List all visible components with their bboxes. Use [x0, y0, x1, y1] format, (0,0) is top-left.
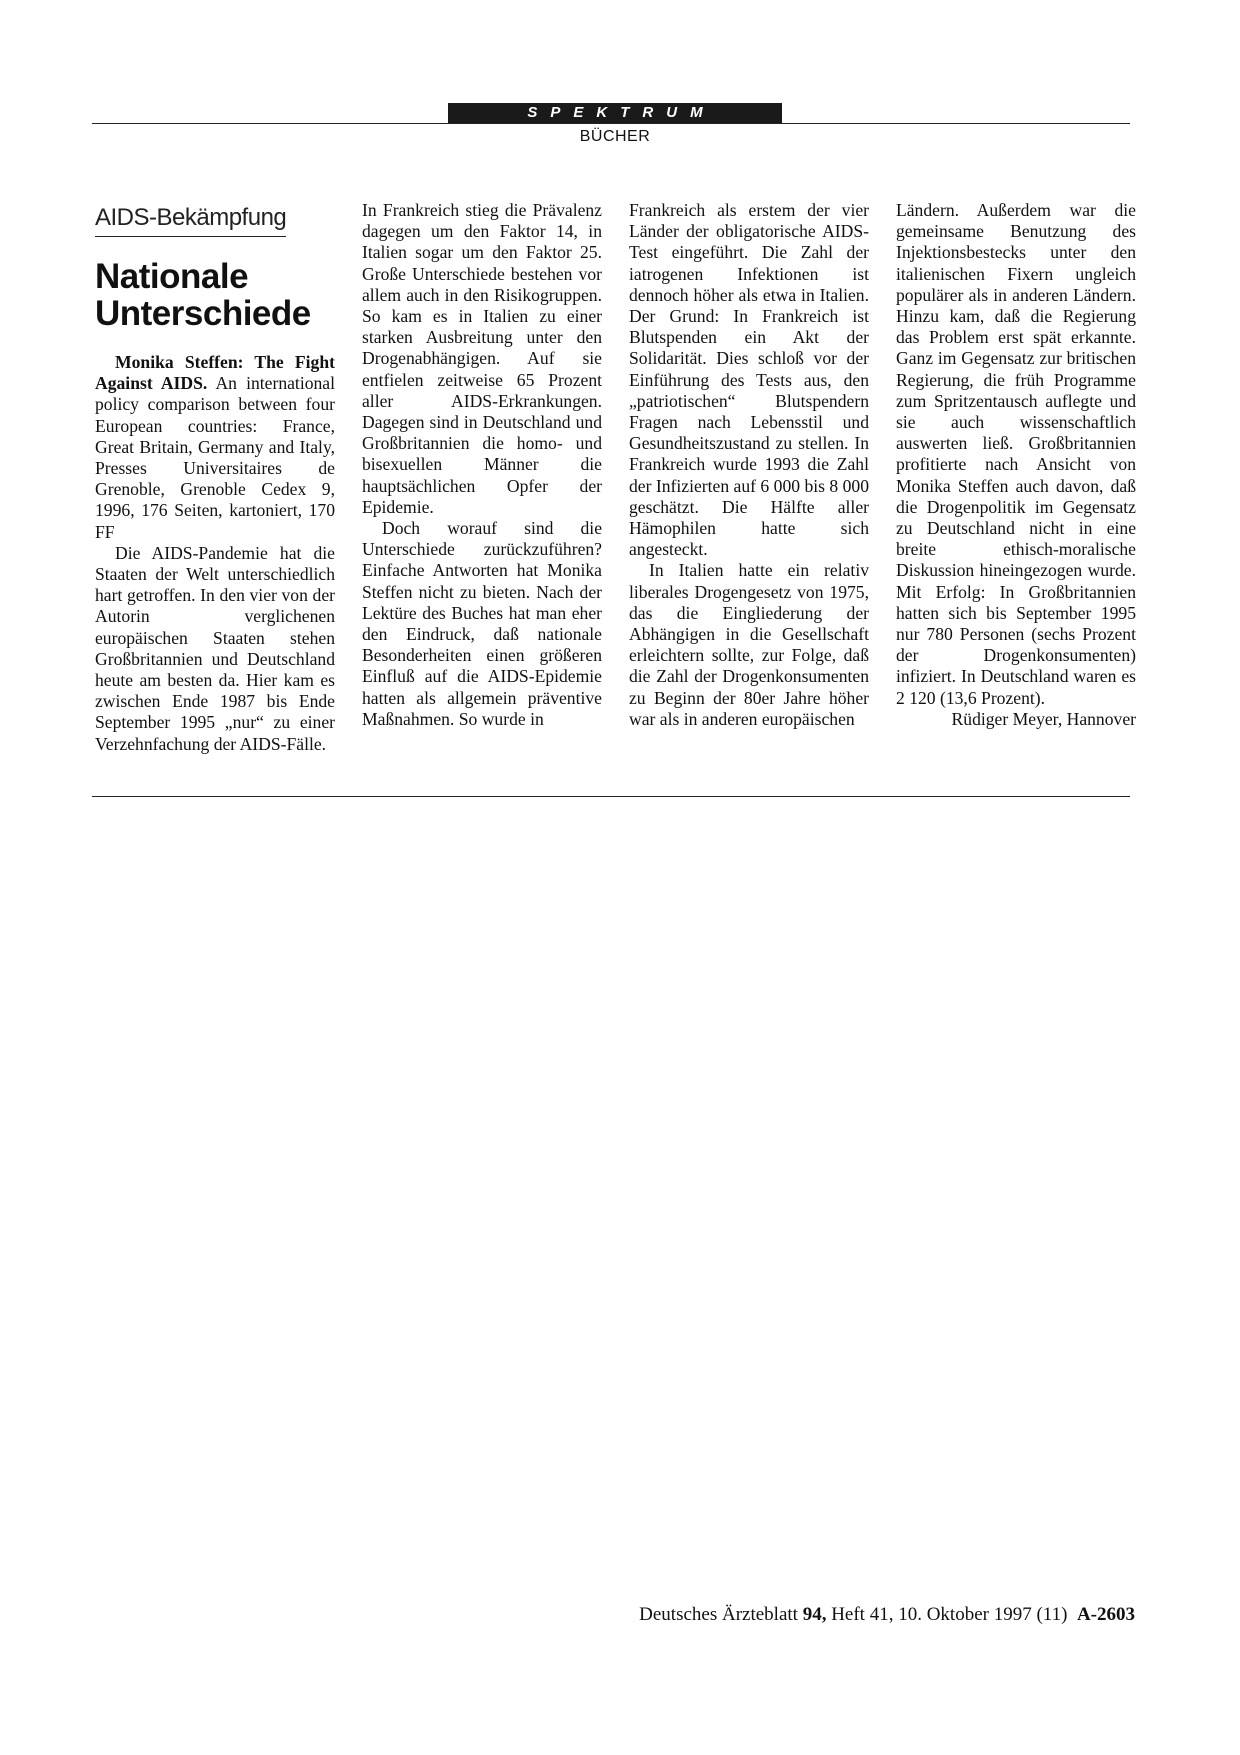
column-3: [629, 200, 869, 730]
subsection-label: BÜCHER: [579, 128, 651, 145]
paragraph-3-continued: Frankreich als erstem der vier Länder der obligatorische AIDS-Test eingeführt. Die Zahl der iatrogenen Infektionen ist dennoch höher als etwa in Italien. Der Grund: In Frankreich ist Blutspenden ein Akt der Solidarität. Dies schloß vor der Einführung des Tests aus, den „patriotischen“ Blutspendern Fragen nach Lebensstil und Gesundheitszustand zu stellen. In Frankreich wurde 1993 die Zahl der Infizierten auf 6 000 bis 8 000 geschätzt. Die Hälfte aller Hämophilen hatte sich angesteckt.: [629, 200, 869, 560]
paragraph-2: In Frankreich stieg die Prävalenz dagegen um den Faktor 14, in Italien sogar um den Faktor 25. Große Unterschiede bestehen vor allem auch in den Risikogruppen. So kam es in Italien zu einer starken Ausbreitung unter den Drogenabhängigen. Auf sie entfielen zeitweise 65 Prozent aller AIDS-Erkrankungen. Dagegen sind in Deutschland und Großbritannien die homo- und bisexuellen Männer die hauptsächlichen Opfer der Epidemie.: [362, 200, 602, 517]
column-4: [896, 200, 1136, 730]
book-reference: [95, 352, 335, 543]
article-headline: Nationale Unterschiede: [95, 257, 311, 333]
book-reference-details: An international policy comparison between four European countries: France, Great Britain, Germany and Italy, Presses Universitaires de Grenoble, Grenoble Cedex 9, 1996, 176 Seiten, kartoniert, 170 FF: [95, 373, 335, 542]
article-bottom-rule: [92, 796, 1130, 797]
page-footer: [639, 1604, 1135, 1626]
page-number: A-2603: [1076, 1604, 1135, 1625]
paragraph-4-continued: Ländern. Außerdem war die gemeinsame Benutzung des Injektionsbestecks unter den italienischen Fixern ungleich populärer als in anderen Ländern. Hinzu kam, daß die Regierung das Problem erst spät erkannte. Ganz im Gegensatz zur britischen Regierung, die früh Programme zum Spritzentausch auflegte und sie auch wissenschaftlich auswerten ließ. Großbritannien profitierte nach Ansicht von Monika Steffen auch davon, daß die Drogenpolitik im Gegensatz zu Deutschland nicht in eine breite ethisch-moralische Diskussion hineingezogen wurde. Mit Erfolg: In Großbritannien hatten sich bis September 1995 nur 780 Personen (sechs Prozent der Drogenkonsumenten) infiziert. In Deutschland waren es 2 120 (13,6 Prozent).: [896, 200, 1136, 708]
column-1: [95, 352, 335, 755]
section-banner: SPEKTRUM: [448, 103, 782, 123]
journal-volume: 94,: [802, 1604, 827, 1625]
author-signature: Rüdiger Meyer, Hannover: [951, 708, 1136, 729]
column-2: [362, 200, 602, 730]
article-kicker: AIDS-Bekämpfung: [95, 204, 286, 237]
paragraph-3: Doch worauf sind die Unterschiede zurückzuführen? Einfache Antworten hat Monika Steffen nicht zu bieten. Nach der Lektüre des Buches hat man eher den Eindruck, daß nationale Besonderheiten einen größeren Einfluß auf die AIDS-Epidemie hatten als allgemein präventive Maßnahmen. So wurde in: [362, 518, 602, 729]
journal-issue: Heft 41, 10. Oktober 1997 (11): [831, 1604, 1068, 1625]
paragraph-1: Die AIDS-Pandemie hat die Staaten der Welt unterschiedlich hart getroffen. In den vier von der Autorin verglichenen europäischen Staaten stehen Großbritannien und Deutschland heute am besten da. Hier kam es zwischen Ende 1987 bis Ende September 1995 „nur“ zu einer Verzehnfachung der AIDS-Fälle.: [95, 542, 335, 754]
paragraph-4: In Italien hatte ein relativ liberales Drogengesetz von 1975, das die Eingliederung der Abhängigen in die Gesellschaft erleichtern sollte, zur Folge, daß die Zahl der Drogenkonsumenten zu Beginn der 80er Jahre höher war als in anderen europäischen: [629, 560, 869, 729]
book-reference-title: Monika Steffen: The Fight Against AIDS.: [95, 352, 335, 394]
journal-name: Deutsches Ärzteblatt: [639, 1604, 798, 1625]
header-rule: [92, 123, 1130, 124]
